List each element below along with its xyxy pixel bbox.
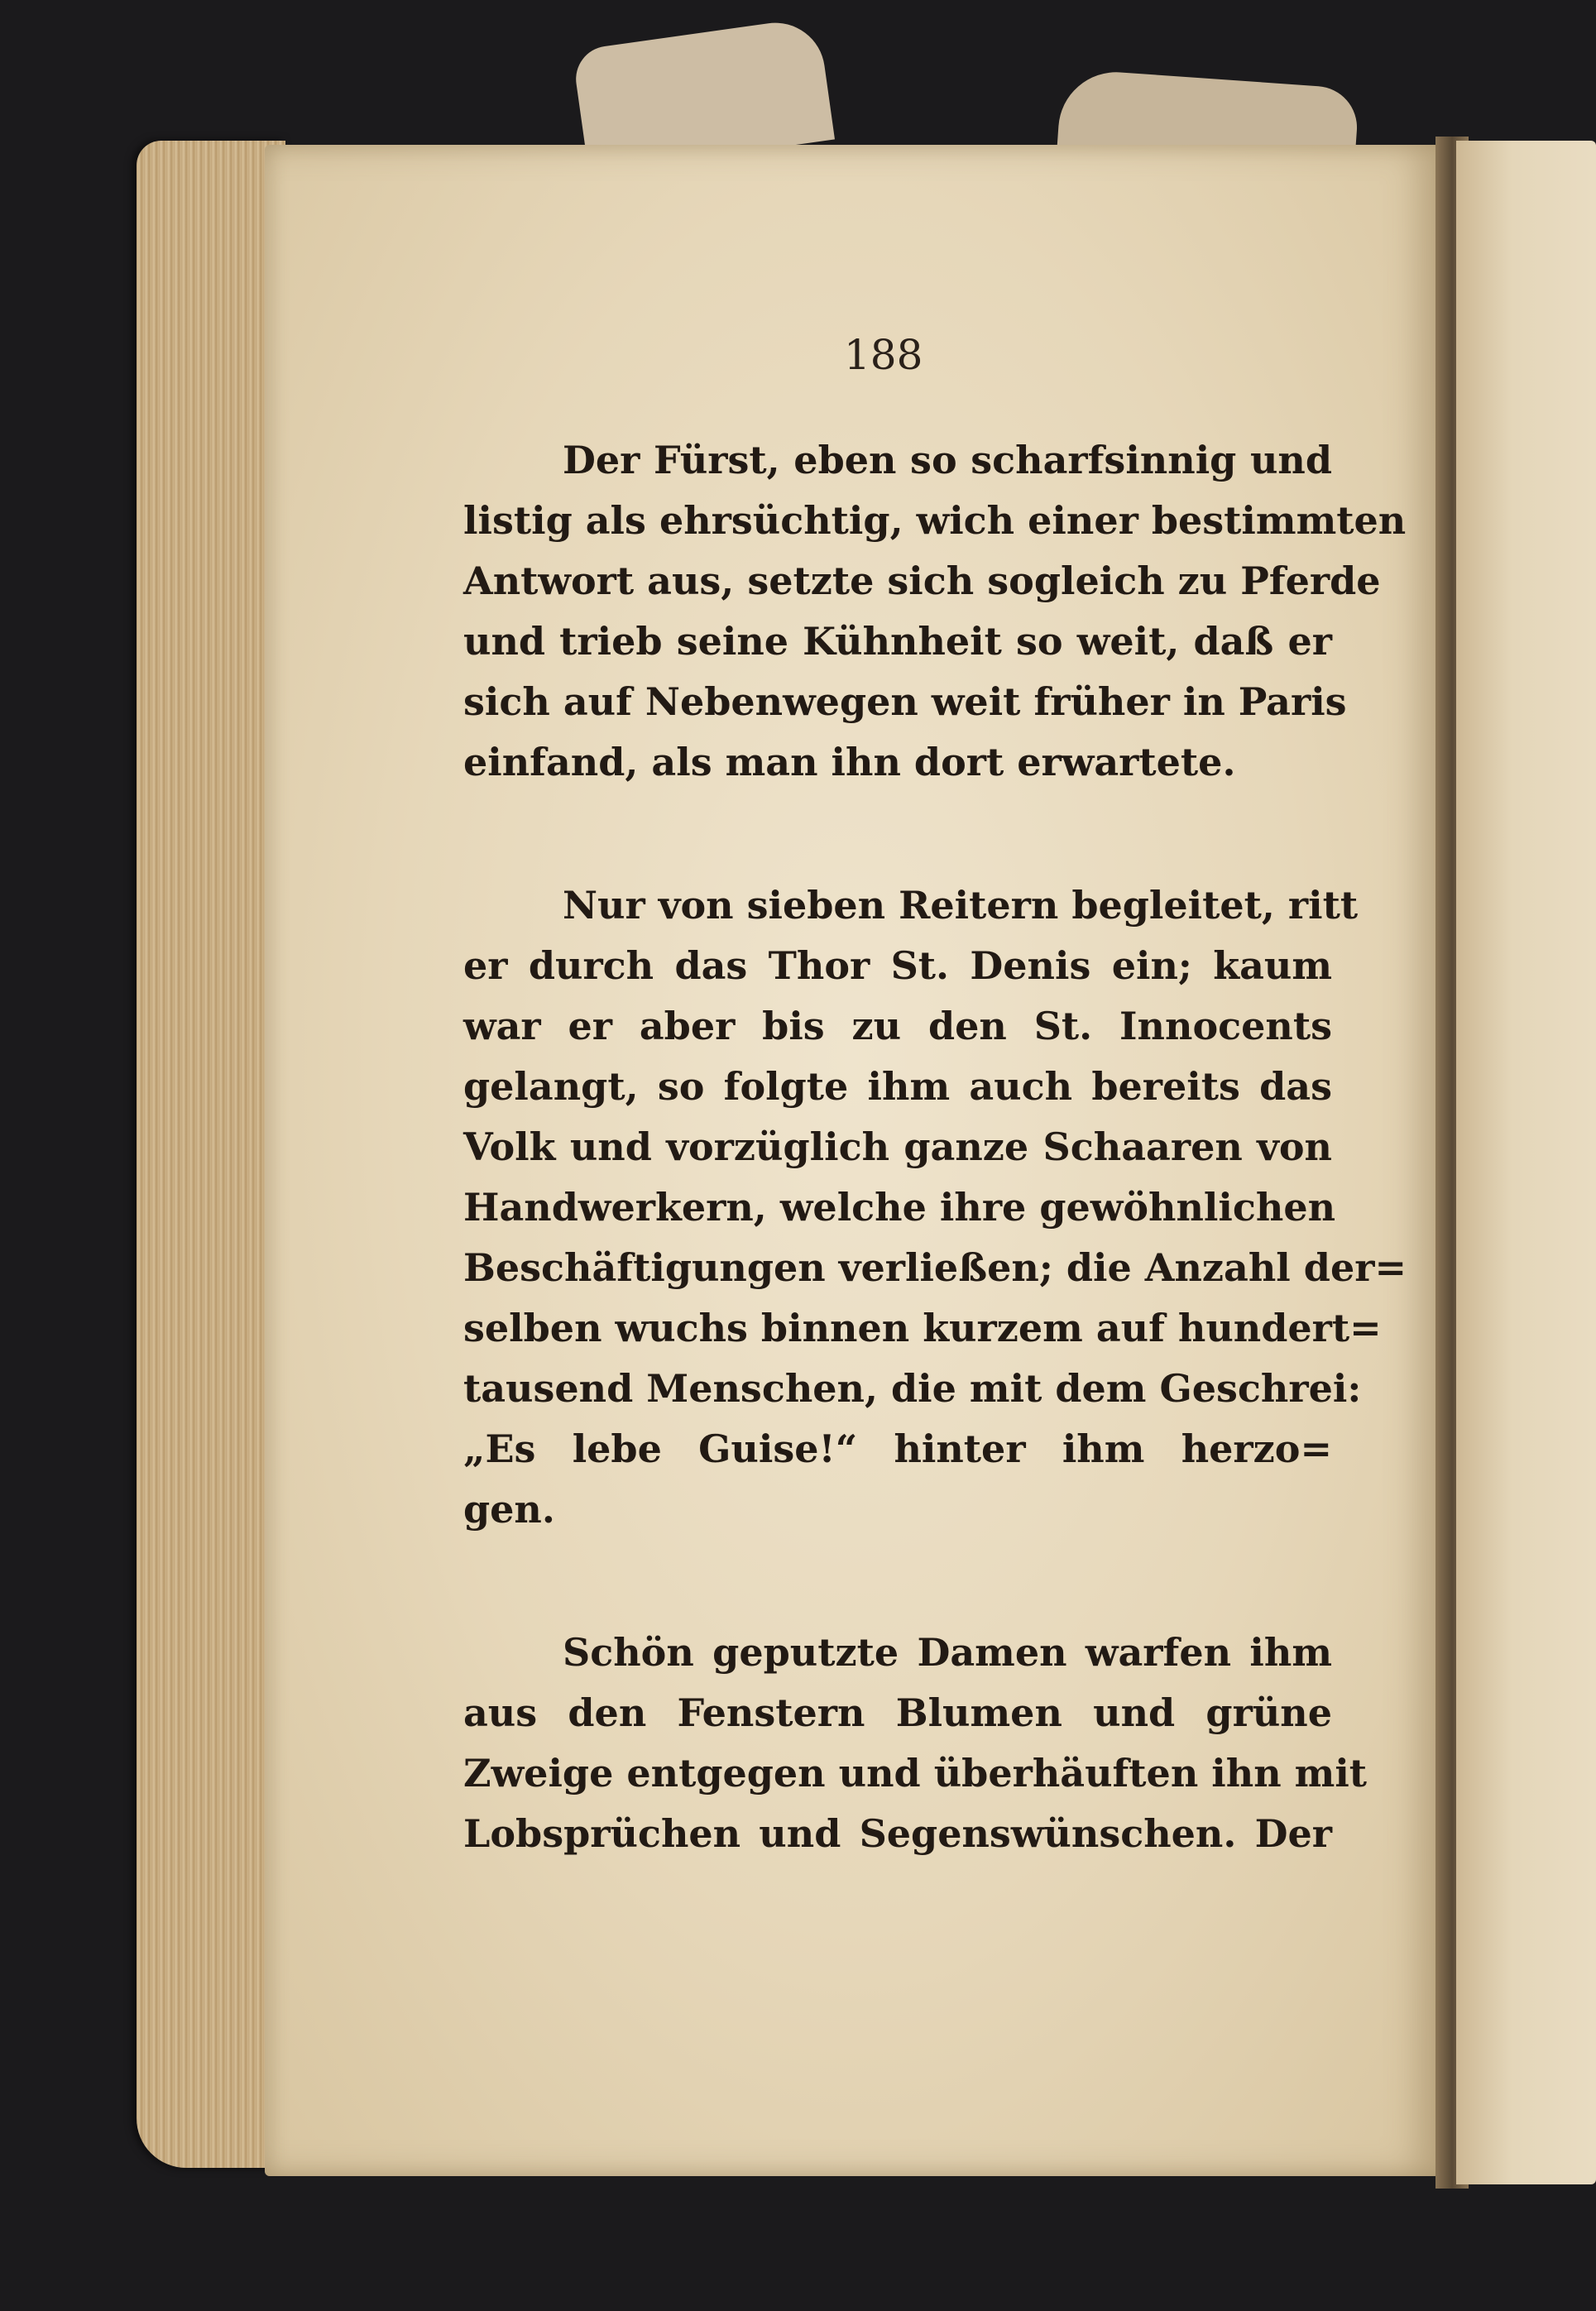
text-line: war er aber bis zu den St. Innocents: [463, 1004, 1332, 1048]
text-line: Zweige entgegen und überhäuften ihn mit: [463, 1751, 1368, 1796]
text-line: Schön geputzte Damen warfen ihm: [563, 1630, 1332, 1675]
text-line: selben wuchs binnen kurzem auf hundert=: [463, 1306, 1382, 1350]
facing-page: [1456, 141, 1596, 2184]
book-page-edges: [137, 141, 285, 2168]
text-line: gen.: [463, 1487, 555, 1532]
text-line: Handwerkern, welche ihre gewöhnlichen: [463, 1185, 1336, 1230]
text-line: „Es lebe Guise!“ hinter ihm herzo=: [463, 1426, 1332, 1471]
text-line: er durch das Thor St. Denis ein; kaum: [463, 943, 1332, 988]
text-line: aus den Fenstern Blumen und grüne: [463, 1690, 1332, 1735]
text-line: Nur von sieben Reitern begleitet, ritt: [563, 883, 1359, 928]
text-line: tausend Menschen, die mit dem Geschrei:: [463, 1366, 1362, 1411]
text-line: gelangt, so folgte ihm auch bereits das: [463, 1064, 1332, 1109]
paragraph-3: [463, 1623, 1368, 1864]
page-number: 188: [844, 331, 923, 379]
text-line: Beschäftigungen verließen; die Anzahl der=: [463, 1245, 1407, 1290]
text-line: Lobsprüchen und Segenswünschen. Der: [463, 1811, 1332, 1856]
text-line: Antwort aus, setzte sich sogleich zu Pferde: [463, 559, 1381, 603]
text-line: Der Fürst, eben so scharfsinnig und: [563, 438, 1332, 482]
page-text: [463, 430, 1407, 1947]
text-line: einfand, als man ihn dort erwartete.: [463, 740, 1236, 784]
text-line: sich auf Nebenwegen weit früher in Paris: [463, 679, 1347, 724]
text-line: und trieb seine Kühnheit so weit, daß er: [463, 619, 1332, 664]
text-line: Volk und vorzüglich ganze Schaaren von: [463, 1124, 1332, 1169]
text-line: listig als ehrsüchtig, wich einer bestimmten: [463, 498, 1407, 543]
paragraph-1: [463, 430, 1407, 793]
paragraph-2: [463, 875, 1407, 1540]
